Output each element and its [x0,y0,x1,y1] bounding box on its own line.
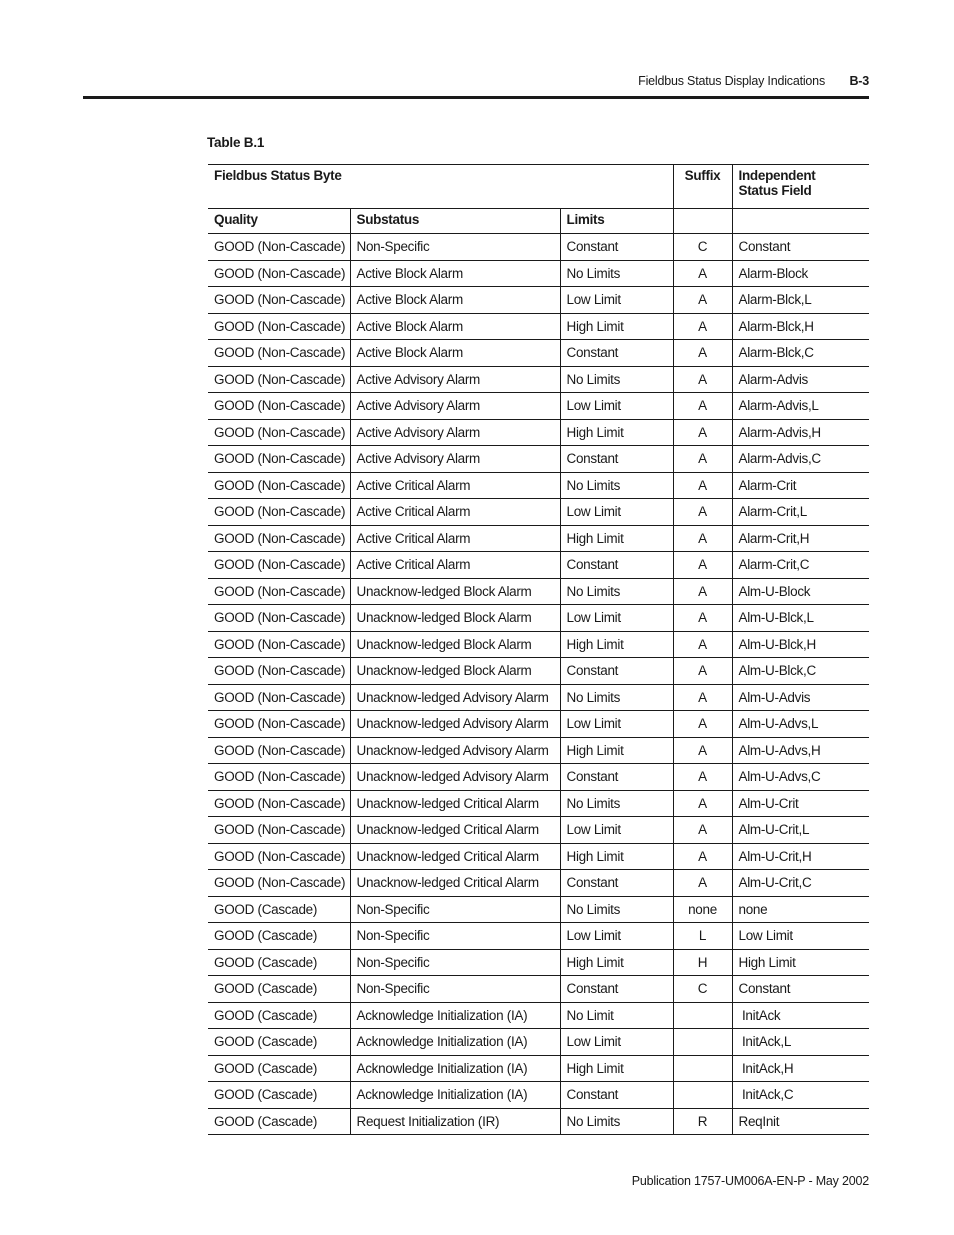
table-row [208,234,869,261]
cell-status-field: Alm-U-Blck,L [732,605,869,632]
cell-substatus: Non-Specific [350,923,560,950]
cell-limits: Low Limit [560,605,673,632]
cell-limits: High Limit [560,419,673,446]
cell-quality: GOOD (Non-Cascade) [208,260,350,287]
cell-status-field: Alarm-Blck,C [732,340,869,367]
cell-substatus: Active Advisory Alarm [350,446,560,473]
cell-quality: GOOD (Cascade) [208,1029,350,1056]
cell-limits: No Limits [560,790,673,817]
table-row [208,870,869,897]
cell-limits: No Limits [560,472,673,499]
table-row [208,1002,869,1029]
cell-limits: No Limits [560,896,673,923]
cell-status-field: ReqInit [732,1108,869,1135]
header-suffix: Suffix [673,165,732,209]
table-row [208,843,869,870]
header-rule [83,96,869,99]
cell-limits: High Limit [560,737,673,764]
cell-limits: High Limit [560,631,673,658]
cell-suffix: A [673,313,732,340]
cell-quality: GOOD (Non-Cascade) [208,790,350,817]
cell-status-field: Alm-U-Blck,C [732,658,869,685]
header-status-field-blank [732,209,869,234]
cell-quality: GOOD (Non-Cascade) [208,711,350,738]
header-independent-line2: Status Field [738,183,812,198]
cell-limits: Constant [560,870,673,897]
cell-status-field: Alarm-Crit [732,472,869,499]
cell-quality: GOOD (Cascade) [208,923,350,950]
cell-suffix: C [673,234,732,261]
cell-status-field: Alarm-Blck,L [732,287,869,314]
cell-limits: Low Limit [560,393,673,420]
cell-substatus: Unacknow-ledged Advisory Alarm [350,737,560,764]
header-suffix-blank [673,209,732,234]
cell-substatus: Unacknow-ledged Advisory Alarm [350,684,560,711]
cell-suffix: A [673,287,732,314]
cell-status-field: Alm-U-Block [732,578,869,605]
cell-substatus: Active Block Alarm [350,260,560,287]
cell-quality: GOOD (Cascade) [208,976,350,1003]
cell-quality: GOOD (Non-Cascade) [208,737,350,764]
cell-quality: GOOD (Non-Cascade) [208,313,350,340]
table-caption: Table B.1 [207,135,265,150]
table-row [208,1029,869,1056]
cell-limits: Low Limit [560,1029,673,1056]
cell-status-field: Alarm-Advis,L [732,393,869,420]
cell-quality: GOOD (Non-Cascade) [208,764,350,791]
cell-suffix: H [673,949,732,976]
header-independent-line1: Independent [738,168,816,183]
cell-quality: GOOD (Non-Cascade) [208,234,350,261]
cell-substatus: Active Critical Alarm [350,552,560,579]
cell-status-field: Alarm-Crit,L [732,499,869,526]
cell-suffix: L [673,923,732,950]
cell-status-field: Alarm-Advis [732,366,869,393]
cell-quality: GOOD (Non-Cascade) [208,419,350,446]
section-title: Fieldbus Status Display Indications [638,74,825,88]
table-row [208,1108,869,1135]
cell-suffix: A [673,472,732,499]
cell-limits: High Limit [560,1055,673,1082]
cell-quality: GOOD (Non-Cascade) [208,340,350,367]
cell-suffix: none [673,896,732,923]
cell-limits: Low Limit [560,499,673,526]
cell-limits: Constant [560,976,673,1003]
table-row [208,552,869,579]
cell-substatus: Acknowledge Initialization (IA) [350,1029,560,1056]
table-row [208,287,869,314]
cell-quality: GOOD (Non-Cascade) [208,658,350,685]
cell-substatus: Unacknow-ledged Critical Alarm [350,870,560,897]
table-row [208,1082,869,1109]
cell-limits: Constant [560,552,673,579]
cell-suffix: A [673,684,732,711]
cell-substatus: Non-Specific [350,976,560,1003]
cell-limits: High Limit [560,949,673,976]
cell-limits: High Limit [560,843,673,870]
table-row [208,446,869,473]
cell-suffix: A [673,631,732,658]
cell-limits: Constant [560,658,673,685]
cell-status-field: none [732,896,869,923]
cell-limits: Constant [560,446,673,473]
cell-limits: High Limit [560,525,673,552]
header-substatus: Substatus [350,209,560,234]
table-row [208,419,869,446]
cell-suffix: R [673,1108,732,1135]
cell-limits: No Limits [560,260,673,287]
cell-substatus: Active Block Alarm [350,340,560,367]
header-quality: Quality [208,209,350,234]
cell-suffix: A [673,260,732,287]
cell-quality: GOOD (Non-Cascade) [208,552,350,579]
cell-suffix: A [673,843,732,870]
table-row [208,711,869,738]
cell-quality: GOOD (Non-Cascade) [208,684,350,711]
cell-substatus: Unacknow-ledged Block Alarm [350,578,560,605]
cell-substatus: Active Critical Alarm [350,499,560,526]
cell-limits: Low Limit [560,711,673,738]
table-row [208,817,869,844]
cell-substatus: Active Block Alarm [350,313,560,340]
cell-status-field: Alm-U-Crit,C [732,870,869,897]
cell-suffix: A [673,817,732,844]
table-group-header-row [208,165,869,209]
table-row [208,525,869,552]
cell-quality: GOOD (Non-Cascade) [208,605,350,632]
cell-substatus: Unacknow-ledged Critical Alarm [350,817,560,844]
cell-status-field: Alarm-Advis,H [732,419,869,446]
cell-status-field: Alm-U-Advs,L [732,711,869,738]
cell-quality: GOOD (Non-Cascade) [208,393,350,420]
cell-suffix: A [673,446,732,473]
cell-suffix: A [673,499,732,526]
cell-quality: GOOD (Non-Cascade) [208,287,350,314]
cell-suffix [673,1082,732,1109]
cell-quality: GOOD (Non-Cascade) [208,578,350,605]
cell-status-field: Alarm-Crit,H [732,525,869,552]
cell-quality: GOOD (Cascade) [208,896,350,923]
header-limits: Limits [560,209,673,234]
cell-substatus: Unacknow-ledged Block Alarm [350,605,560,632]
cell-suffix [673,1055,732,1082]
page-number: B-3 [849,74,869,88]
cell-limits: High Limit [560,313,673,340]
table-row [208,313,869,340]
cell-quality: GOOD (Non-Cascade) [208,817,350,844]
cell-status-field: Alm-U-Advs,C [732,764,869,791]
cell-quality: GOOD (Non-Cascade) [208,446,350,473]
cell-suffix: A [673,605,732,632]
cell-status-field: Alm-U-Crit,H [732,843,869,870]
cell-suffix: A [673,393,732,420]
table-row [208,923,869,950]
cell-substatus: Non-Specific [350,234,560,261]
cell-limits: No Limits [560,366,673,393]
cell-status-field: InitAck,L [732,1029,869,1056]
cell-suffix: A [673,737,732,764]
cell-substatus: Non-Specific [350,949,560,976]
table-row [208,896,869,923]
cell-substatus: Unacknow-ledged Advisory Alarm [350,711,560,738]
cell-status-field: Alm-U-Crit,L [732,817,869,844]
cell-quality: GOOD (Non-Cascade) [208,525,350,552]
cell-limits: Constant [560,340,673,367]
table-row [208,976,869,1003]
cell-status-field: InitAck [732,1002,869,1029]
cell-status-field: InitAck,C [732,1082,869,1109]
cell-quality: GOOD (Cascade) [208,1055,350,1082]
table-row [208,340,869,367]
cell-suffix: A [673,790,732,817]
cell-status-field: Alm-U-Advis [732,684,869,711]
cell-substatus: Active Critical Alarm [350,525,560,552]
table-row [208,658,869,685]
fieldbus-status-table [208,164,869,1135]
table-row [208,578,869,605]
cell-substatus: Non-Specific [350,896,560,923]
cell-limits: Low Limit [560,287,673,314]
table-row [208,949,869,976]
cell-substatus: Unacknow-ledged Critical Alarm [350,843,560,870]
cell-quality: GOOD (Non-Cascade) [208,870,350,897]
table-row [208,790,869,817]
cell-status-field: Alarm-Block [732,260,869,287]
cell-limits: No Limit [560,1002,673,1029]
cell-suffix: A [673,658,732,685]
cell-suffix [673,1002,732,1029]
cell-substatus: Acknowledge Initialization (IA) [350,1055,560,1082]
table-row [208,737,869,764]
cell-suffix: A [673,578,732,605]
running-header [0,74,869,92]
cell-status-field: High Limit [732,949,869,976]
cell-quality: GOOD (Cascade) [208,949,350,976]
table-row [208,499,869,526]
cell-suffix: A [673,525,732,552]
cell-substatus: Active Critical Alarm [350,472,560,499]
cell-substatus: Unacknow-ledged Block Alarm [350,658,560,685]
cell-quality: GOOD (Cascade) [208,1002,350,1029]
table-row [208,472,869,499]
cell-limits: No Limits [560,1108,673,1135]
cell-substatus: Active Advisory Alarm [350,366,560,393]
cell-suffix: A [673,711,732,738]
cell-limits: No Limits [560,684,673,711]
publication-footer: Publication 1757-UM006A-EN-P - May 2002 [631,1174,869,1188]
cell-substatus: Acknowledge Initialization (IA) [350,1082,560,1109]
cell-suffix: C [673,976,732,1003]
cell-suffix [673,1029,732,1056]
cell-limits: Constant [560,234,673,261]
cell-status-field: Alm-U-Crit [732,790,869,817]
cell-status-field: Constant [732,976,869,1003]
cell-quality: GOOD (Cascade) [208,1108,350,1135]
table-column-header-row [208,209,869,234]
cell-limits: Constant [560,1082,673,1109]
cell-substatus: Request Initialization (IR) [350,1108,560,1135]
cell-suffix: A [673,870,732,897]
cell-substatus: Unacknow-ledged Advisory Alarm [350,764,560,791]
cell-quality: GOOD (Cascade) [208,1082,350,1109]
cell-quality: GOOD (Non-Cascade) [208,499,350,526]
cell-limits: Low Limit [560,817,673,844]
header-fieldbus-status-byte: Fieldbus Status Byte [208,165,673,209]
table-row [208,366,869,393]
table-row [208,764,869,791]
table-row [208,631,869,658]
cell-substatus: Unacknow-ledged Critical Alarm [350,790,560,817]
table-row [208,1055,869,1082]
cell-status-field: InitAck,H [732,1055,869,1082]
cell-status-field: Alm-U-Advs,H [732,737,869,764]
cell-status-field: Alarm-Crit,C [732,552,869,579]
table-row [208,260,869,287]
cell-suffix: A [673,419,732,446]
cell-substatus: Active Advisory Alarm [350,393,560,420]
cell-status-field: Alm-U-Blck,H [732,631,869,658]
table-row [208,393,869,420]
cell-status-field: Alarm-Advis,C [732,446,869,473]
cell-quality: GOOD (Non-Cascade) [208,843,350,870]
cell-substatus: Acknowledge Initialization (IA) [350,1002,560,1029]
cell-suffix: A [673,764,732,791]
cell-suffix: A [673,366,732,393]
header-independent-status-field [732,165,869,209]
cell-suffix: A [673,340,732,367]
cell-suffix: A [673,552,732,579]
cell-limits: No Limits [560,578,673,605]
cell-status-field: Constant [732,234,869,261]
cell-quality: GOOD (Non-Cascade) [208,366,350,393]
cell-limits: Low Limit [560,923,673,950]
table-row [208,684,869,711]
cell-substatus: Active Advisory Alarm [350,419,560,446]
table-row [208,605,869,632]
cell-status-field: Low Limit [732,923,869,950]
cell-limits: Constant [560,764,673,791]
cell-quality: GOOD (Non-Cascade) [208,472,350,499]
cell-substatus: Active Block Alarm [350,287,560,314]
cell-status-field: Alarm-Blck,H [732,313,869,340]
cell-quality: GOOD (Non-Cascade) [208,631,350,658]
cell-substatus: Unacknow-ledged Block Alarm [350,631,560,658]
